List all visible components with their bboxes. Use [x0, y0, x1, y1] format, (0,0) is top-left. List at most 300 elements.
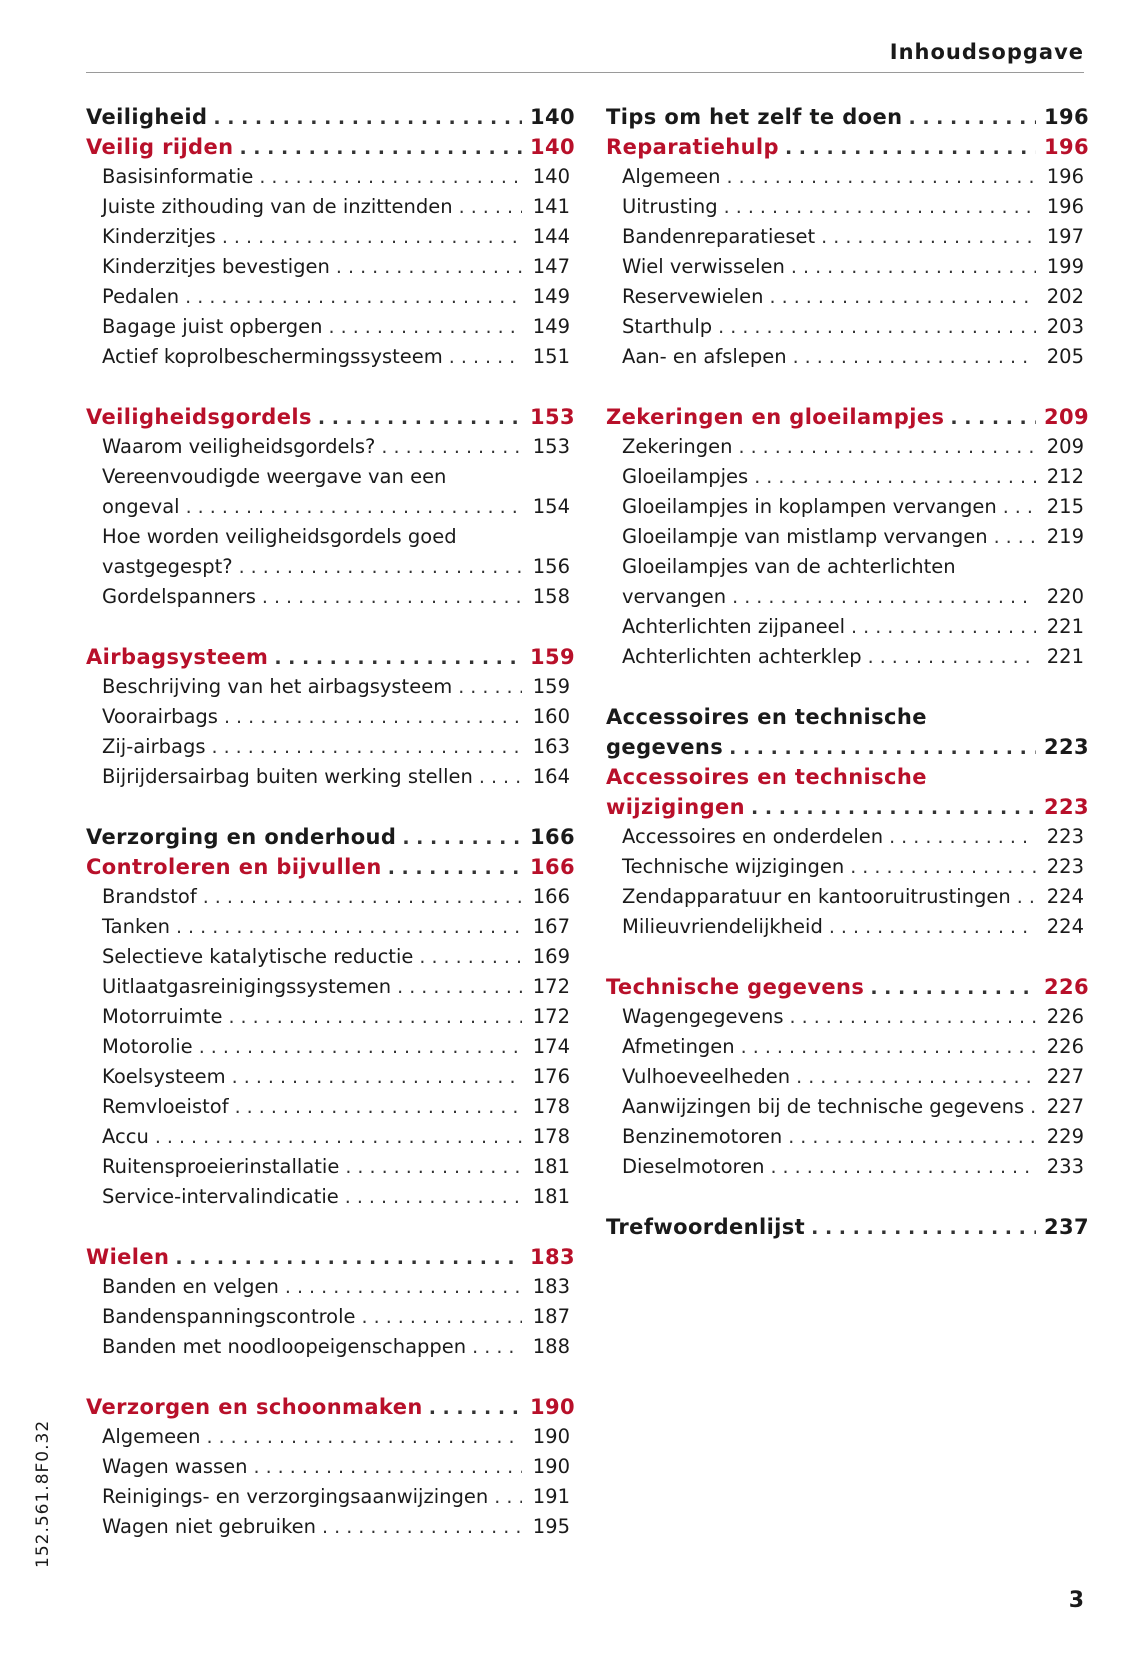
dot-leader: [232, 1062, 522, 1092]
toc-entry-page: 190: [532, 1455, 570, 1478]
dot-leader: [388, 853, 522, 883]
toc-entry-sub[interactable]: [606, 432, 1084, 462]
dot-leader: [259, 162, 522, 192]
toc-entry-label: vastgegespt?: [102, 555, 233, 578]
dot-leader: [402, 823, 522, 853]
toc-entry-label: Afmetingen: [622, 1035, 735, 1058]
dot-leader: [724, 192, 1036, 222]
toc-entry-label: Milieuvriendelijkheid: [622, 915, 823, 938]
toc-entry-page: 209: [1044, 405, 1090, 429]
toc-entry-page: 202: [1046, 285, 1084, 308]
toc-entry-page: 187: [532, 1305, 570, 1328]
dot-leader: [224, 702, 522, 732]
toc-entry-sub[interactable]: [86, 972, 570, 1002]
toc-entry-page: 172: [532, 975, 570, 998]
toc-entry-page: 191: [532, 1485, 570, 1508]
dot-leader: [908, 103, 1036, 133]
dot-leader: [336, 252, 522, 282]
toc-entry-sub[interactable]: [606, 1092, 1084, 1122]
toc-entry-label: Technische wijzigingen: [622, 855, 845, 878]
toc-entry-label: Accessoires en onderdelen: [622, 825, 884, 848]
toc-entry-page: 224: [1046, 885, 1084, 908]
toc-entry-label: Wagen niet gebruiken: [102, 1515, 317, 1538]
dot-leader: [228, 1002, 522, 1032]
toc-spacer: [86, 372, 570, 402]
toc-entry-label: Algemeen: [622, 165, 721, 188]
toc-entry-label: Gloeilampje van mistlamp vervangen: [622, 525, 988, 548]
dot-leader: [199, 1032, 522, 1062]
toc-entry-page: 221: [1046, 645, 1084, 668]
toc-entry-page: 147: [532, 255, 570, 278]
dot-leader: [850, 852, 1036, 882]
toc-entry-sub[interactable]: [606, 1122, 1084, 1152]
toc-entry-sub[interactable]: [86, 522, 570, 552]
toc-spacer: [86, 792, 570, 822]
dot-leader: [788, 1122, 1036, 1152]
toc-entry-label: Bandenreparatieset: [622, 225, 816, 248]
dot-leader: [1017, 882, 1036, 912]
toc-entry-sub[interactable]: [86, 1182, 570, 1212]
dot-leader: [738, 432, 1036, 462]
dot-leader: [829, 912, 1036, 942]
toc-entry-label: Basisinformatie: [102, 165, 254, 188]
toc-entry-page: 233: [1046, 1155, 1084, 1178]
dot-leader: [785, 133, 1036, 163]
toc-entry-label: Kinderzitjes: [102, 225, 216, 248]
toc-entry-part[interactable]: [606, 1212, 1090, 1242]
toc-entry-label: Pedalen: [102, 285, 180, 308]
dot-leader: [254, 1452, 523, 1482]
toc-entry-page: 144: [532, 225, 570, 248]
toc-entry-page: 190: [530, 1395, 576, 1419]
toc-entry-page: 159: [530, 645, 576, 669]
toc-entry-sub[interactable]: [86, 672, 570, 702]
page-title: Inhoudsopgave: [889, 40, 1084, 64]
toc-entry-label: Achterlichten achterklep: [622, 645, 862, 668]
toc-entry-sub[interactable]: [606, 582, 1084, 612]
toc-entry-sub[interactable]: [86, 342, 570, 372]
dot-leader: [821, 222, 1036, 252]
toc-entry-chap[interactable]: [86, 1242, 576, 1272]
toc-entry-sub[interactable]: [86, 432, 570, 462]
toc-entry-page: 196: [1046, 165, 1084, 188]
toc-entry-label: Dieselmotoren: [622, 1155, 765, 1178]
dot-leader: [732, 582, 1036, 612]
toc-entry-sub[interactable]: [86, 762, 570, 792]
toc-entry-page: 227: [1046, 1065, 1084, 1088]
toc-entry-label: Zendapparatuur en kantooruitrustingen: [622, 885, 1011, 908]
toc-entry-chap[interactable]: [606, 402, 1090, 432]
toc-entry-label: Banden en velgen: [102, 1275, 279, 1298]
toc-entry-page: 215: [1046, 495, 1084, 518]
toc-entry-page: 226: [1044, 975, 1090, 999]
dot-leader: [889, 822, 1036, 852]
toc-entry-label: Remvloeistof: [102, 1095, 229, 1118]
toc-entry-label: Voorairbags: [102, 705, 218, 728]
toc-entry-label: Bandenspanningscontrole: [102, 1305, 356, 1328]
toc-entry-label: Motorolie: [102, 1035, 193, 1058]
toc-entry-page: 167: [532, 915, 570, 938]
toc-entry-page: 166: [530, 825, 576, 849]
toc-entry-page: 158: [532, 585, 570, 608]
toc-entry-label: Veilig rijden: [86, 135, 234, 159]
toc-entry-page: 196: [1046, 195, 1084, 218]
toc-entry-label: Technische gegevens: [606, 975, 865, 999]
toc-entry-label: Veiligheid: [86, 105, 208, 129]
toc-entry-page: 237: [1044, 1215, 1090, 1239]
dot-leader: [318, 403, 522, 433]
toc-entry-sub[interactable]: [606, 492, 1084, 522]
toc-entry-page: 149: [532, 285, 570, 308]
toc-entry-label: Achterlichten zijpaneel: [622, 615, 846, 638]
toc-entry-page: 197: [1046, 225, 1084, 248]
toc-entry-page: 183: [532, 1275, 570, 1298]
toc-entry-sub[interactable]: [86, 1092, 570, 1122]
toc-entry-label: Reinigings- en verzorgingsaanwijzingen: [102, 1485, 489, 1508]
toc-entry-sub[interactable]: [86, 1332, 570, 1362]
toc-entry-sub[interactable]: [606, 162, 1084, 192]
toc-entry-sub[interactable]: [86, 582, 570, 612]
toc-entry-label: ongeval: [102, 495, 180, 518]
toc-entry-sub[interactable]: [86, 312, 570, 342]
dot-leader: [345, 1182, 522, 1212]
toc-entry-label: Zekeringen: [622, 435, 733, 458]
toc-entry-sub[interactable]: [86, 1152, 570, 1182]
toc-entry-label: Motorruimte: [102, 1005, 223, 1028]
toc-entry-page: 181: [532, 1155, 570, 1178]
toc-entry-page: 183: [530, 1245, 576, 1269]
toc-entry-label: wijzigingen: [606, 795, 746, 819]
toc-entry-sub[interactable]: [86, 462, 570, 492]
toc-entry-sub[interactable]: [606, 642, 1084, 672]
document-code: 152.561.8F0.32: [33, 1419, 53, 1568]
dot-leader: [870, 973, 1036, 1003]
dot-leader: [1003, 492, 1036, 522]
toc-entry-label: Gloeilampjes in koplampen vervangen: [622, 495, 997, 518]
dot-leader: [718, 312, 1036, 342]
dot-leader: [1030, 1092, 1036, 1122]
toc-entry-sub[interactable]: [606, 282, 1084, 312]
toc-entry-sub[interactable]: [86, 252, 570, 282]
toc-entry-page: 226: [1046, 1005, 1084, 1028]
toc-entry-sub[interactable]: [606, 252, 1084, 282]
dot-leader: [754, 462, 1036, 492]
toc-entry-page: 220: [1046, 585, 1084, 608]
dot-leader: [741, 1032, 1036, 1062]
toc-column-left: [86, 102, 576, 1542]
dot-leader: [345, 1152, 522, 1182]
dot-leader: [429, 1393, 522, 1423]
toc-spacer: [86, 612, 570, 642]
dot-leader: [751, 793, 1036, 823]
dot-leader: [362, 1302, 522, 1332]
dot-leader: [203, 882, 522, 912]
dot-leader: [791, 252, 1036, 282]
dot-leader: [186, 492, 522, 522]
dot-leader: [239, 552, 522, 582]
toc-entry-sub[interactable]: [86, 882, 570, 912]
toc-entry-chap[interactable]: [606, 792, 1090, 822]
toc-entry-chap[interactable]: [606, 132, 1090, 162]
dot-leader: [790, 1002, 1036, 1032]
toc-entry-label: Uitrusting: [622, 195, 718, 218]
toc-entry-label: Tanken: [102, 915, 170, 938]
toc-entry-page: 172: [532, 1005, 570, 1028]
toc-entry-label: Starthulp: [622, 315, 713, 338]
toc-entry-page: 159: [532, 675, 570, 698]
toc-entry-page: 163: [532, 735, 570, 758]
toc-entry-page: 164: [532, 765, 570, 788]
toc-entry-sub[interactable]: [606, 522, 1084, 552]
dot-leader: [811, 1213, 1036, 1243]
toc-entry-sub[interactable]: [86, 222, 570, 252]
toc-entry-sub[interactable]: [86, 1302, 570, 1332]
toc-entry-page: 151: [532, 345, 570, 368]
toc-entry-chap[interactable]: [86, 1392, 576, 1422]
toc-entry-sub[interactable]: [606, 312, 1084, 342]
toc-entry-sub[interactable]: [86, 1062, 570, 1092]
toc-entry-label: Brandstof: [102, 885, 197, 908]
toc-entry-sub[interactable]: [606, 822, 1084, 852]
dot-leader: [726, 162, 1036, 192]
toc-entry-sub[interactable]: [86, 912, 570, 942]
dot-leader: [211, 732, 522, 762]
toc-entry-label: Wielen: [86, 1245, 170, 1269]
toc-entry-page: 169: [532, 945, 570, 968]
dot-leader: [770, 1152, 1036, 1182]
toc-entry-sub[interactable]: [86, 1482, 570, 1512]
toc-entry-page: 223: [1044, 735, 1090, 759]
toc-spacer: [86, 1362, 570, 1392]
toc-entry-sub[interactable]: [86, 1272, 570, 1302]
page-header: [86, 38, 1084, 73]
dot-leader: [322, 1512, 522, 1542]
toc-entry-page: 140: [530, 105, 576, 129]
toc-entry-page: 188: [532, 1335, 570, 1358]
toc-entry-page: 212: [1046, 465, 1084, 488]
toc-entry-label: gegevens: [606, 735, 724, 759]
toc-entry-sub[interactable]: [86, 1122, 570, 1152]
toc-entry-label: vervangen: [622, 585, 727, 608]
dot-leader: [494, 1482, 522, 1512]
toc-entry-sub[interactable]: [606, 552, 1084, 582]
toc-entry-page: 196: [1044, 105, 1090, 129]
dot-leader: [770, 282, 1036, 312]
toc-entry-label: Actief koprolbeschermingssysteem: [102, 345, 443, 368]
toc-entry-page: 203: [1046, 315, 1084, 338]
toc-entry-page: 229: [1046, 1125, 1084, 1148]
dot-leader: [155, 1122, 522, 1152]
toc-entry-chap[interactable]: [86, 402, 576, 432]
dot-leader: [449, 342, 522, 372]
toc-entry-label: Koelsysteem: [102, 1065, 226, 1088]
dot-leader: [479, 762, 522, 792]
toc-entry-label: Tips om het zelf te doen: [606, 105, 903, 129]
toc-entry-sub[interactable]: [606, 1002, 1084, 1032]
toc-entry-sub[interactable]: [606, 462, 1084, 492]
toc-entry-sub[interactable]: [606, 612, 1084, 642]
toc-entry-chap[interactable]: [86, 132, 576, 162]
toc-entry-sub[interactable]: [86, 282, 570, 312]
toc-entry-label: Wiel verwisselen: [622, 255, 785, 278]
toc-entry-sub[interactable]: [606, 1152, 1084, 1182]
toc-entry-sub[interactable]: [86, 702, 570, 732]
toc-entry-sub[interactable]: [86, 552, 570, 582]
toc-entry-label: Veiligheidsgordels: [86, 405, 312, 429]
dot-leader: [458, 672, 522, 702]
toc-entry-page: 178: [532, 1095, 570, 1118]
toc-entry-page: 227: [1046, 1095, 1084, 1118]
toc-entry-sub[interactable]: [86, 942, 570, 972]
toc-entry-page: 219: [1046, 525, 1084, 548]
dot-leader: [381, 432, 522, 462]
toc-entry-page: 199: [1046, 255, 1084, 278]
toc-entry-page: 140: [532, 165, 570, 188]
toc-entry-label: Wagen wassen: [102, 1455, 248, 1478]
toc-entry-part[interactable]: [86, 822, 576, 852]
toc-entry-label: Benzinemotoren: [622, 1125, 783, 1148]
toc-entry-page: 149: [532, 315, 570, 338]
toc-entry-sub[interactable]: [606, 192, 1084, 222]
toc-entry-label: Reparatiehulp: [606, 135, 779, 159]
toc-entry-sub[interactable]: [86, 1452, 570, 1482]
dot-leader: [274, 643, 522, 673]
toc-entry-chap[interactable]: [86, 852, 576, 882]
toc-entry-sub[interactable]: [86, 1512, 570, 1542]
toc-entry-page: 209: [1046, 435, 1084, 458]
toc-entry-page: 166: [532, 885, 570, 908]
toc-entry-part[interactable]: [606, 702, 1084, 732]
toc-entry-page: 223: [1046, 855, 1084, 878]
toc-entry-label: Wagengegevens: [622, 1005, 784, 1028]
toc-entry-page: 140: [530, 135, 576, 159]
dot-leader: [329, 312, 522, 342]
toc-entry-label: Hoe worden veiligheidsgordels goed: [102, 525, 457, 548]
toc-entry-page: 154: [532, 495, 570, 518]
toc-entry-label: Beschrijving van het airbagsysteem: [102, 675, 453, 698]
toc-entry-label: Controleren en bijvullen: [86, 855, 382, 879]
dot-leader: [729, 733, 1036, 763]
toc-entry-chap[interactable]: [606, 972, 1090, 1002]
toc-entry-label: Uitlaatgasreinigingssystemen: [102, 975, 392, 998]
toc-entry-label: Zij-airbags: [102, 735, 206, 758]
dot-leader: [851, 612, 1036, 642]
toc-entry-label: Ruitensproeierinstallatie: [102, 1155, 340, 1178]
toc-spacer: [606, 672, 1084, 702]
toc-entry-page: 174: [532, 1035, 570, 1058]
toc-entry-page: 153: [532, 435, 570, 458]
dot-leader: [459, 192, 522, 222]
toc-entry-page: 190: [532, 1425, 570, 1448]
toc-entry-page: 221: [1046, 615, 1084, 638]
toc-entry-page: 178: [532, 1125, 570, 1148]
dot-leader: [397, 972, 522, 1002]
toc-entry-sub[interactable]: [606, 852, 1084, 882]
toc-column-right: [606, 102, 1090, 1242]
dot-leader: [285, 1272, 522, 1302]
toc-entry-chap[interactable]: [86, 642, 576, 672]
toc-entry-page: 141: [532, 195, 570, 218]
toc-entry-page: 223: [1046, 825, 1084, 848]
toc-entry-label: Gloeilampjes van de achterlichten: [622, 555, 956, 578]
dot-leader: [176, 912, 522, 942]
toc-entry-chap[interactable]: [606, 762, 1084, 792]
toc-entry-label: Vereenvoudigde weergave van een: [102, 465, 447, 488]
toc-spacer: [606, 942, 1084, 972]
toc-entry-label: Reservewielen: [622, 285, 764, 308]
toc-entry-page: 195: [532, 1515, 570, 1538]
toc-entry-label: Selectieve katalytische reductie: [102, 945, 414, 968]
toc-entry-label: Trefwoordenlijst: [606, 1215, 806, 1239]
toc-entry-sub[interactable]: [86, 1002, 570, 1032]
toc-entry-page: 205: [1046, 345, 1084, 368]
toc-spacer: [606, 372, 1084, 402]
toc-entry-label: Bagage juist opbergen: [102, 315, 323, 338]
toc-entry-sub[interactable]: [606, 1032, 1084, 1062]
toc-entry-label: Accu: [102, 1125, 149, 1148]
dot-leader: [419, 942, 522, 972]
dot-leader: [185, 282, 522, 312]
toc-entry-sub[interactable]: [606, 912, 1084, 942]
toc-entry-part[interactable]: [606, 732, 1090, 762]
toc-entry-page: 196: [1044, 135, 1090, 159]
toc-entry-part[interactable]: [86, 102, 576, 132]
toc-entry-page: 160: [532, 705, 570, 728]
dot-leader: [213, 103, 522, 133]
toc-entry-sub[interactable]: [86, 162, 570, 192]
dot-leader: [175, 1243, 522, 1273]
toc-entry-label: Accessoires en technische: [606, 705, 927, 729]
page-number: 3: [1068, 1588, 1084, 1613]
toc-entry-label: Bijrijdersairbag buiten werking stellen: [102, 765, 473, 788]
dot-leader: [235, 1092, 522, 1122]
toc-entry-label: Gloeilampjes: [622, 465, 749, 488]
toc-entry-sub[interactable]: [606, 342, 1084, 372]
dot-leader: [472, 1332, 522, 1362]
toc-entry-sub[interactable]: [606, 882, 1084, 912]
toc-entry-label: Gordelspanners: [102, 585, 256, 608]
dot-leader: [239, 133, 522, 163]
toc-entry-page: 153: [530, 405, 576, 429]
toc-entry-sub[interactable]: [86, 192, 570, 222]
toc-entry-sub[interactable]: [86, 1032, 570, 1062]
toc-entry-sub[interactable]: [606, 222, 1084, 252]
toc-entry-sub[interactable]: [86, 732, 570, 762]
toc-entry-label: Verzorgen en schoonmaken: [86, 1395, 423, 1419]
toc-entry-label: Waarom veiligheidsgordels?: [102, 435, 376, 458]
toc-entry-sub[interactable]: [86, 492, 570, 522]
toc-entry-page: 226: [1046, 1035, 1084, 1058]
toc-entry-label: Kinderzitjes bevestigen: [102, 255, 330, 278]
toc-entry-label: Aanwijzingen bij de technische gegevens: [622, 1095, 1025, 1118]
toc-entry-label: Service-intervalindicatie: [102, 1185, 339, 1208]
toc-entry-label: Algemeen: [102, 1425, 201, 1448]
dot-leader: [868, 642, 1036, 672]
toc-entry-page: 224: [1046, 915, 1084, 938]
toc-entry-label: Aan- en afslepen: [622, 345, 787, 368]
toc-entry-label: Juiste zithouding van de inzittenden: [102, 195, 453, 218]
toc-entry-page: 156: [532, 555, 570, 578]
dot-leader: [950, 403, 1036, 433]
dot-leader: [796, 1062, 1036, 1092]
dot-leader: [793, 342, 1036, 372]
toc-entry-page: 223: [1044, 795, 1090, 819]
toc-entry-sub[interactable]: [86, 1422, 570, 1452]
toc-entry-sub[interactable]: [606, 1062, 1084, 1092]
toc-entry-page: 176: [532, 1065, 570, 1088]
toc-entry-part[interactable]: [606, 102, 1090, 132]
toc-entry-label: Zekeringen en gloeilampjes: [606, 405, 945, 429]
